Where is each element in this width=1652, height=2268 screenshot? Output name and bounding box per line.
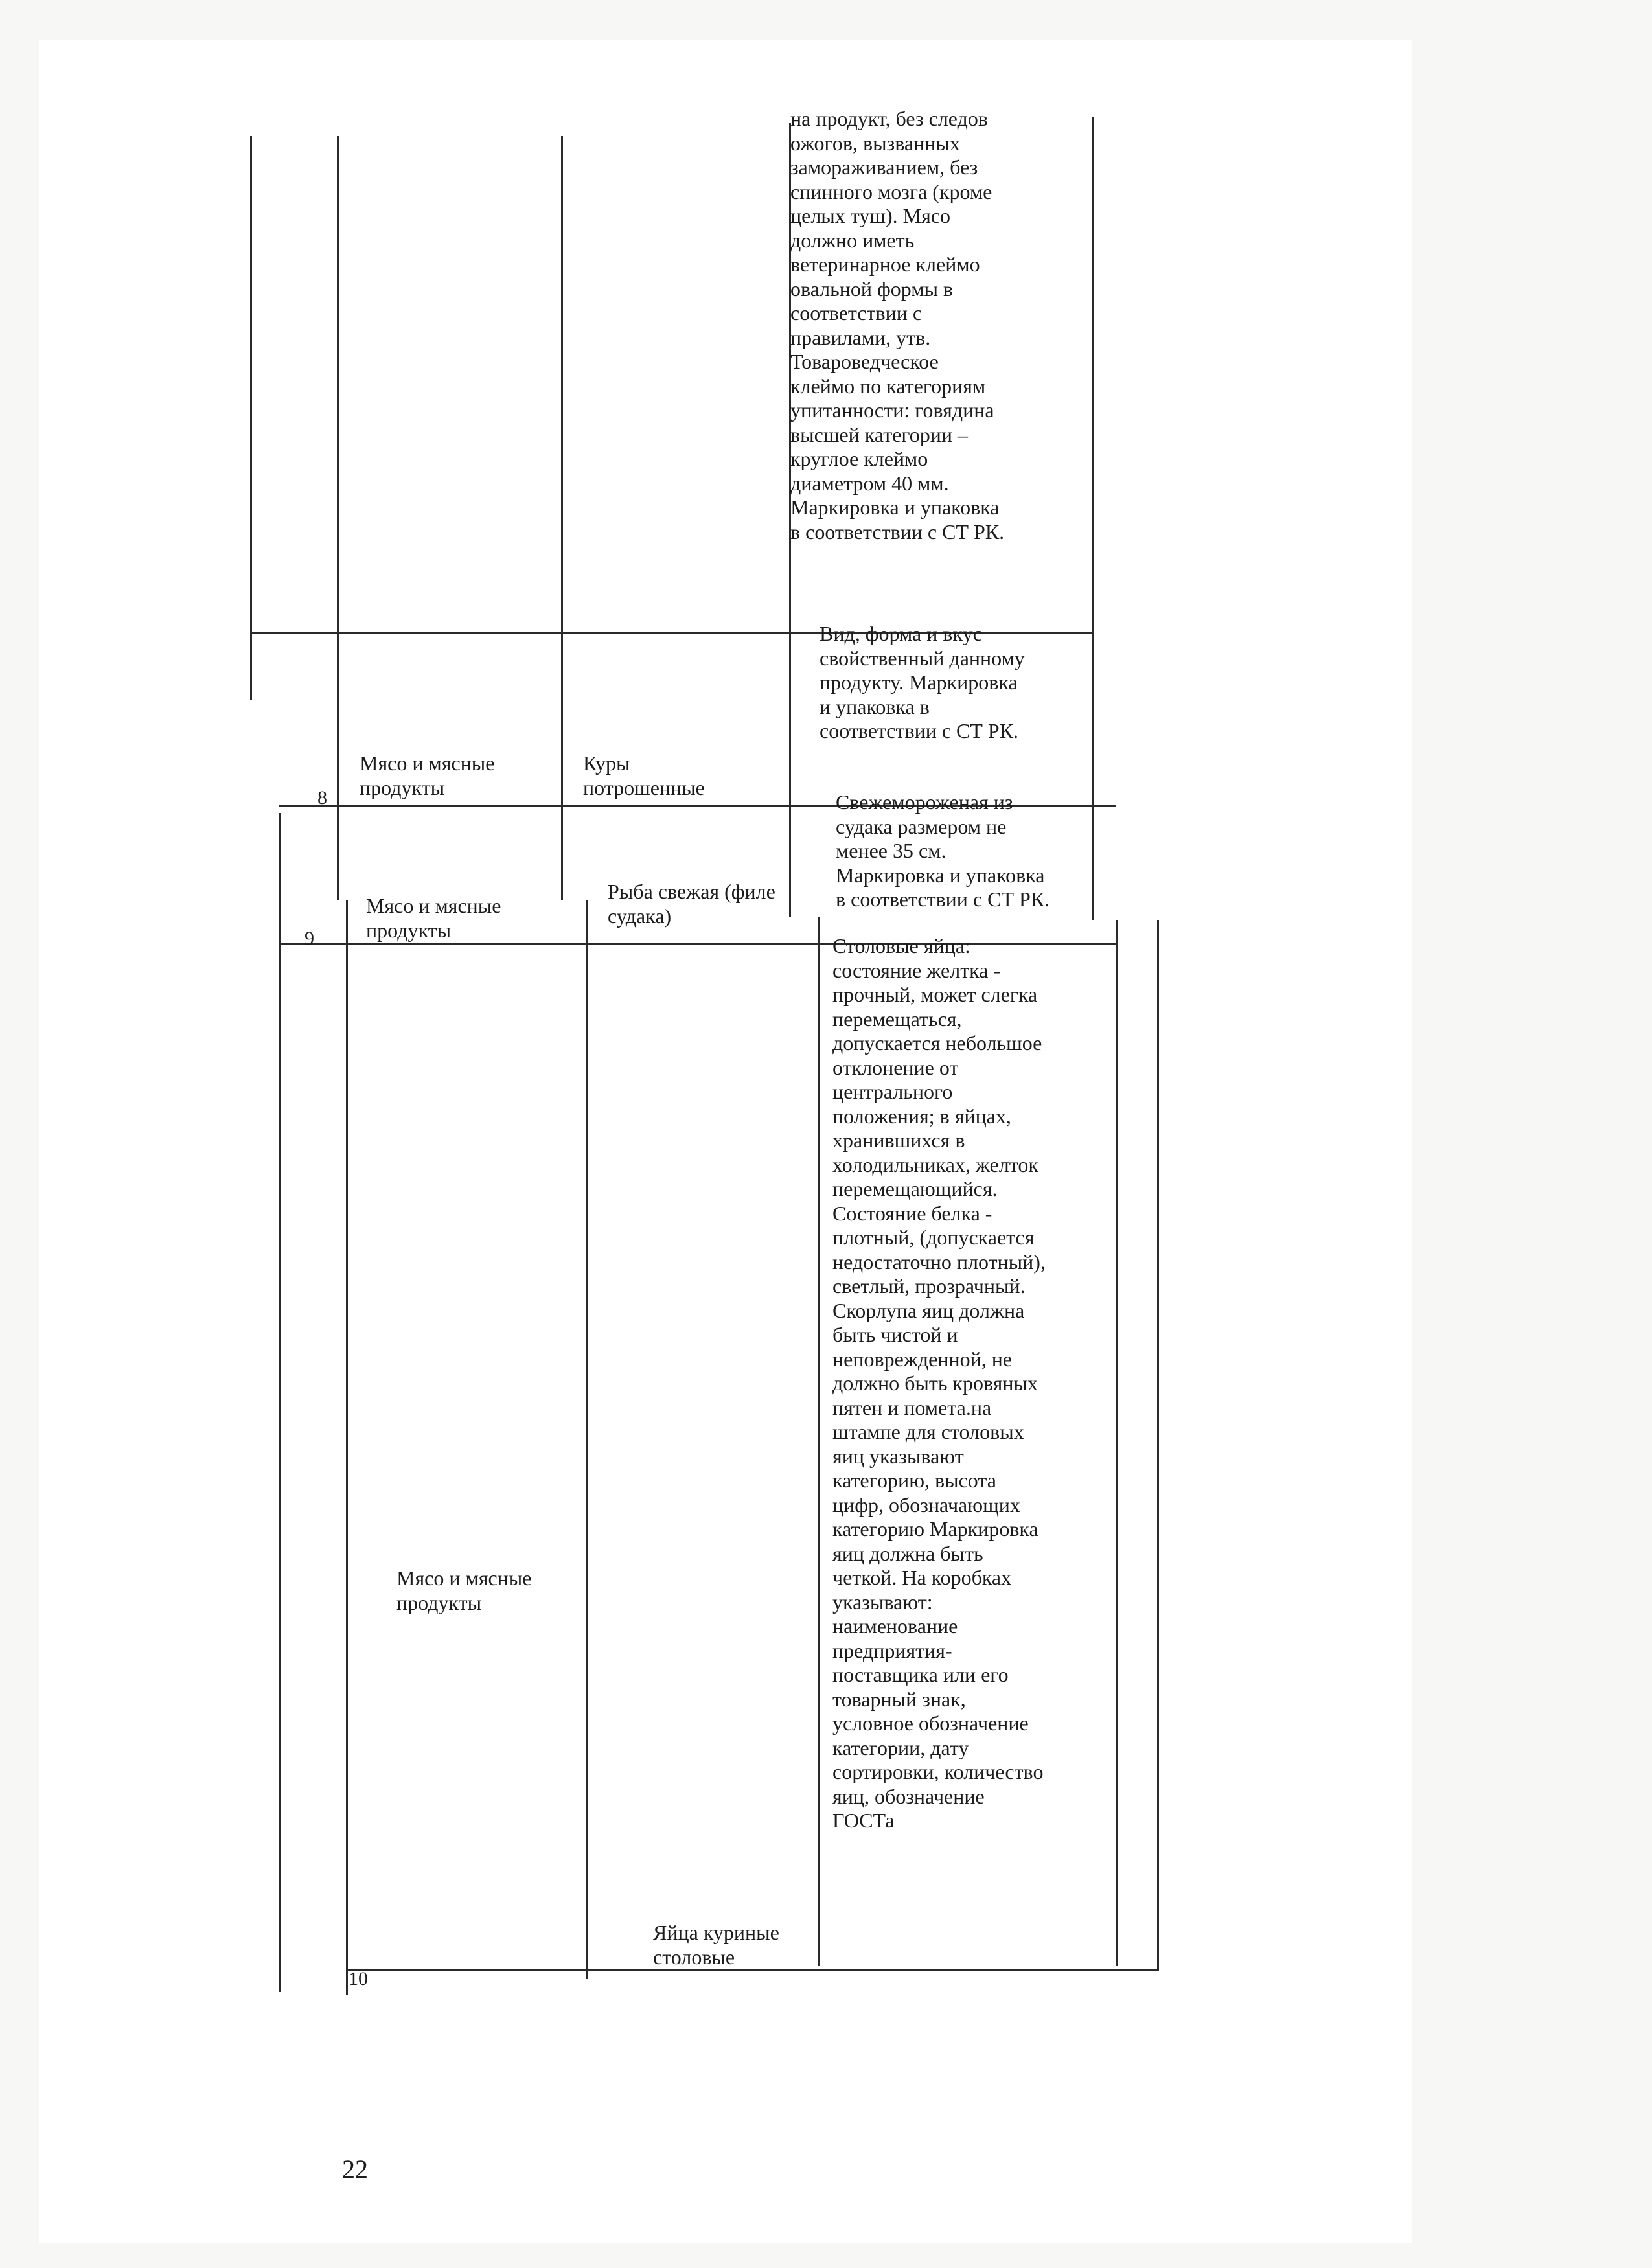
table-cell-requirements: на продукт, без следов ожогов, вызванных замораживанием, без спинного мозга (кроме целых туш). Мясо должно иметь ветеринарное клеймо овальной формы в соответствии с правилами, утв. Товароведческое клеймо по категориям упитанности: говядина высшей категории – круглое клеймо диаметром 40 мм. Маркировка и упаковка в соответствии с СТ РК. bbox=[790, 107, 1005, 544]
row-number: 8 bbox=[317, 787, 327, 808]
page-number: 22 bbox=[342, 2155, 368, 2184]
table-border-left bbox=[279, 813, 281, 1992]
table-cell-product: Куры потрошенные bbox=[583, 751, 705, 799]
column-divider-category bbox=[561, 136, 563, 900]
table-cell-product: Яйца куриные столовые bbox=[653, 1921, 779, 1969]
table-border-right bbox=[1116, 920, 1118, 1966]
table-border-right bbox=[1157, 920, 1159, 1971]
table-border-bottom bbox=[346, 1969, 1159, 1971]
table-cell-product: Рыба свежая (филе судака) bbox=[608, 880, 775, 928]
table-cell-category: Мясо и мясные продукты bbox=[366, 894, 501, 942]
row-number: 9 bbox=[304, 928, 314, 949]
column-divider-number bbox=[337, 136, 339, 900]
table-cell-requirements: Вид, форма и вкус свойственный данному продукту. Маркировка и упаковка в соответствии с СТ РК. bbox=[820, 622, 1025, 742]
table-border-right bbox=[1092, 117, 1094, 920]
table-cell-requirements: Свежемороженая из судака размером не менее 35 см. Маркировка и упаковка в соответствии с СТ РК. bbox=[836, 790, 1050, 911]
table-cell-category: Мясо и мясные продукты bbox=[396, 1566, 532, 1614]
row-number: 10 bbox=[349, 1968, 368, 1989]
column-divider-number bbox=[346, 900, 348, 1995]
column-divider-product bbox=[818, 917, 820, 1966]
column-divider-category bbox=[586, 900, 588, 1979]
table-cell-requirements: Столовые яйца: состояние желтка - прочный, может слегка перемещаться, допускается небольшое отклонение от центрального положения; в яйцах, хранившихся в холодильниках, желток перемещающийся. Состояние белка - плотный, (допускается недостаточно плотный), светлый, прозрачный. Скорлупа яиц должна быть чистой и неповрежденной, не должно быть кровяных пятен и помета.на штампе для столовых яиц указывают категорию, высота цифр, обозначающих категорию Маркировка яиц должна быть четкой. На коробках указывают: наименование предприятия- поставщика или его товарный знак, условное обозначение категории, дату сортировки, количество яиц, обозначение ГОСТа bbox=[832, 934, 1046, 1832]
table-cell-category: Мясо и мясные продукты bbox=[360, 751, 495, 799]
page-sheet bbox=[39, 40, 1412, 2243]
table-border-left bbox=[250, 136, 252, 700]
